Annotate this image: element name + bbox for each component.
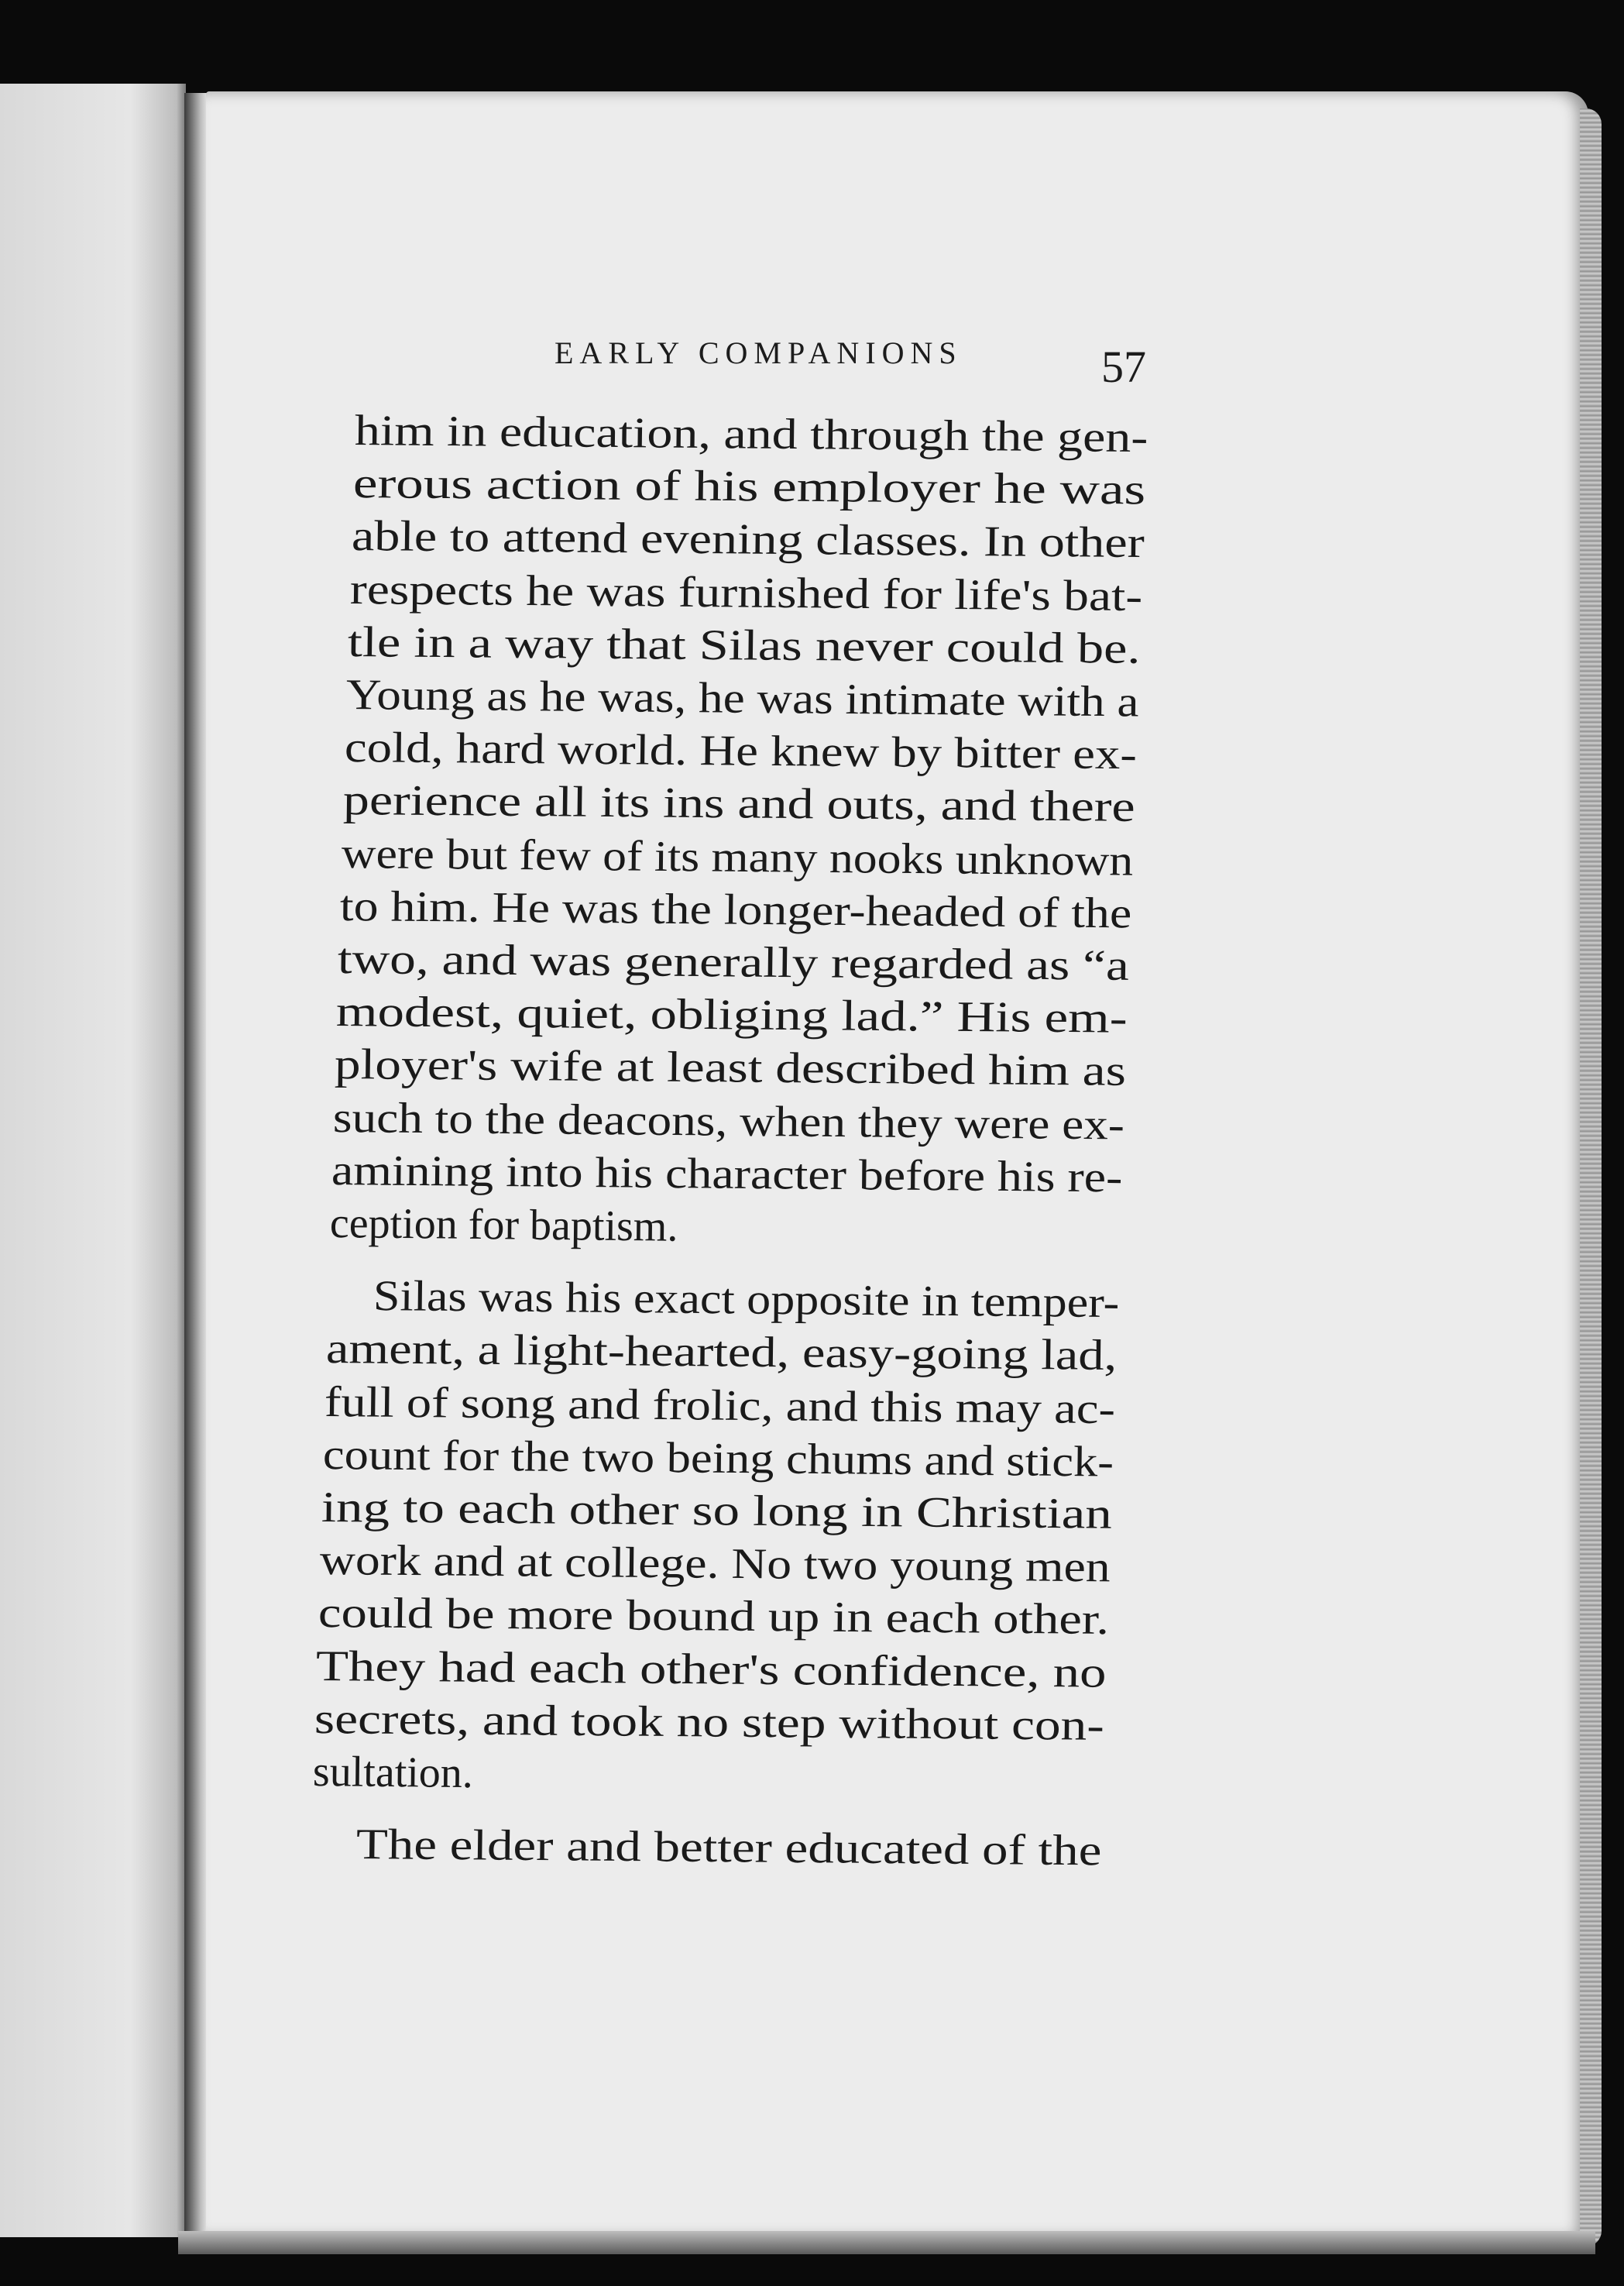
page-edge [1580,108,1602,2246]
text-line: They had each other's confidence, no [316,1641,1107,1697]
book-gutter [184,93,208,2254]
text-line: cold, hard world. He knew by bitter ex- [344,724,1138,779]
text-line: able to attend evening classes. In other [351,512,1145,568]
text-line: The elder and better educated of the [355,1820,1102,1875]
text-line: work and at college. No two young men [319,1536,1111,1592]
text-line: modest, quiet, obliging lad.” His em- [335,988,1128,1043]
text-line: full of song and frolic, and this may ac- [324,1377,1116,1433]
running-head: EARLY COMPANIONS [554,335,963,370]
text-line: ament, a light-hearted, easy-going lad, [325,1325,1118,1380]
text-line: respects he was furnished for life's bat- [349,565,1143,620]
text-line: were but few of its many nooks unknown [341,829,1134,885]
left-page [0,84,186,2237]
text-line: ing to each other so long in Christian [321,1483,1113,1538]
page-number: 57 [1101,342,1146,392]
text-line: two, and was generally regarded as “a [338,935,1130,990]
text-line: perience all its ins and outs, and there [342,776,1135,832]
text-line: sultation. [312,1748,474,1798]
text-line: count for the two being chums and stick- [322,1430,1114,1487]
text-line: secrets, and took no step without con- [314,1694,1105,1750]
text-line: such to the deacons, when they were ex- [332,1093,1125,1150]
text-line: to him. He was the longer-headed of the [339,882,1132,938]
text-line: erous action of his employer he was [352,459,1146,514]
text-line: Silas was his exact opposite in temper- [373,1272,1120,1328]
text-line: could be more bound up in each other. [318,1589,1110,1645]
page-bottom-edge [178,2231,1595,2254]
text-line: him in education, and through the gen- [354,407,1148,462]
text-line: tle in a way that Silas never could be. [347,617,1142,673]
text-line: ception for baptism. [329,1199,678,1251]
text-line: Young as he was, he was intimate with a [345,671,1140,727]
text-line: amining into his character before his re- [331,1146,1123,1202]
text-line: ployer's wife at least described him as [334,1040,1127,1096]
